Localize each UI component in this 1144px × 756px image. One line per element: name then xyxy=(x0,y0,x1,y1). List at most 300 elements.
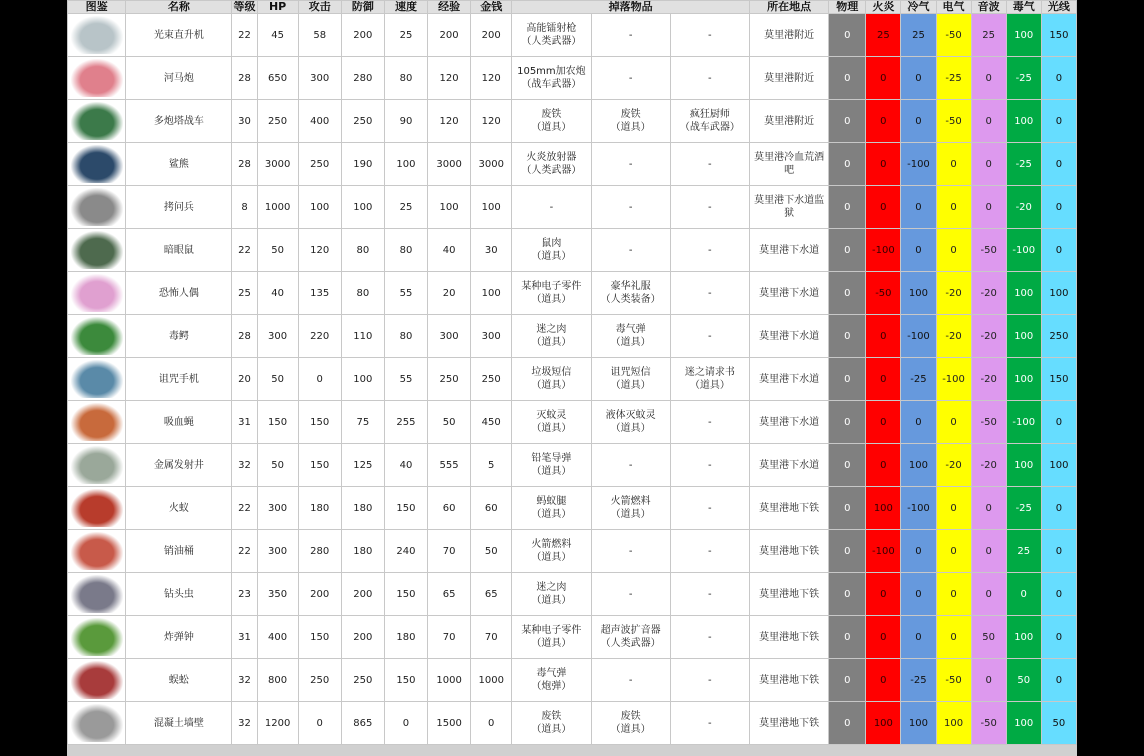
monster-sprite-cell xyxy=(68,616,125,658)
drop-2-text: - xyxy=(628,459,633,471)
header-name: 名称 xyxy=(126,1,231,13)
resist-fire: -50 xyxy=(866,272,900,314)
resist-electric: -20 xyxy=(937,315,971,357)
monster-drop-2 xyxy=(592,57,670,99)
header-attack: 攻击 xyxy=(299,1,341,13)
monster-hp: 400 xyxy=(258,616,298,658)
turret-tank-sprite-icon xyxy=(71,102,123,140)
resist-electric: 0 xyxy=(937,573,971,615)
table-row xyxy=(68,100,1076,142)
monster-drop-2 xyxy=(592,573,670,615)
monster-attack: 400 xyxy=(299,100,341,142)
monster-drop-1 xyxy=(512,186,590,228)
header-gold: 金钱 xyxy=(471,1,511,13)
monster-drop-1 xyxy=(512,444,590,486)
monster-hp: 300 xyxy=(258,315,298,357)
monster-hp: 1200 xyxy=(258,702,298,744)
resist-electric: -25 xyxy=(937,57,971,99)
monster-drop-2 xyxy=(592,100,670,142)
monster-drop-3 xyxy=(671,573,749,615)
monster-sprite-cell xyxy=(68,272,125,314)
monster-name: 鲨熊 xyxy=(126,143,231,185)
monster-location: 莫里港下水道 xyxy=(750,315,828,357)
resist-physical: 0 xyxy=(829,659,865,701)
monster-drop-2 xyxy=(592,702,670,744)
monster-drop-2 xyxy=(592,315,670,357)
resist-sonic: 0 xyxy=(972,186,1006,228)
monster-gold: 30 xyxy=(471,229,511,271)
monster-level: 22 xyxy=(232,229,256,271)
monster-hp: 150 xyxy=(258,401,298,443)
table-row xyxy=(68,444,1076,486)
monster-drop-1 xyxy=(512,358,590,400)
monster-location: 莫里港地下铁 xyxy=(750,530,828,572)
monster-drop-3 xyxy=(671,487,749,529)
resist-electric: 0 xyxy=(937,229,971,271)
monster-location: 莫里港地下铁 xyxy=(750,487,828,529)
resist-poison: 25 xyxy=(1007,530,1041,572)
resist-cold: -25 xyxy=(901,659,935,701)
resist-electric: -20 xyxy=(937,444,971,486)
monster-sprite-cell xyxy=(68,487,125,529)
monster-attack: 135 xyxy=(299,272,341,314)
table-row xyxy=(68,573,1076,615)
resist-fire: 0 xyxy=(866,57,900,99)
monster-level: 31 xyxy=(232,401,256,443)
resist-electric: -20 xyxy=(937,272,971,314)
table-row xyxy=(68,659,1076,701)
monster-gold: 120 xyxy=(471,100,511,142)
drop-1-text: 毒气弹 （炮弹） xyxy=(531,668,572,692)
header-physical: 物理 xyxy=(829,1,865,13)
resist-sonic: -20 xyxy=(972,272,1006,314)
monster-speed: 240 xyxy=(385,530,427,572)
monster-name: 蜈蚣 xyxy=(126,659,231,701)
resist-cold: -25 xyxy=(901,358,935,400)
monster-hp: 800 xyxy=(258,659,298,701)
monster-level: 23 xyxy=(232,573,256,615)
monster-defense: 80 xyxy=(342,229,384,271)
monster-attack: 58 xyxy=(299,14,341,56)
drop-3-text: - xyxy=(708,502,712,514)
monster-drop-1 xyxy=(512,487,590,529)
monster-drop-1 xyxy=(512,659,590,701)
monster-location: 莫里港下水道 xyxy=(750,272,828,314)
drop-3-text: - xyxy=(708,201,712,213)
monster-hp: 300 xyxy=(258,530,298,572)
monster-drop-3 xyxy=(671,401,749,443)
table-row xyxy=(68,530,1076,572)
monster-gold: 50 xyxy=(471,530,511,572)
monster-hp: 40 xyxy=(258,272,298,314)
resist-sonic: 50 xyxy=(972,616,1006,658)
header-speed: 速度 xyxy=(385,1,427,13)
mosquito-sprite-icon xyxy=(71,403,123,441)
monster-drop-1 xyxy=(512,57,590,99)
monster-defense: 100 xyxy=(342,186,384,228)
centipede-sprite-icon xyxy=(71,661,123,699)
resist-sonic: 0 xyxy=(972,57,1006,99)
resist-sonic: -20 xyxy=(972,444,1006,486)
drop-2-text: - xyxy=(628,201,633,213)
header-hp: HP xyxy=(258,1,298,13)
resist-sonic: -50 xyxy=(972,229,1006,271)
resist-poison: 0 xyxy=(1007,573,1041,615)
drop-1-text: 废铁 （道具） xyxy=(531,109,572,133)
resist-physical: 0 xyxy=(829,616,865,658)
resist-light: 0 xyxy=(1042,229,1076,271)
monster-level: 28 xyxy=(232,57,256,99)
resist-poison: 100 xyxy=(1007,616,1041,658)
monster-drop-3 xyxy=(671,143,749,185)
monster-defense: 250 xyxy=(342,100,384,142)
monster-gold: 5 xyxy=(471,444,511,486)
monster-attack: 250 xyxy=(299,143,341,185)
resist-sonic: -50 xyxy=(972,702,1006,744)
monster-exp: 60 xyxy=(428,487,470,529)
drill-worm-sprite-icon xyxy=(71,575,123,613)
monster-name: 金属发射井 xyxy=(126,444,231,486)
resist-electric: 0 xyxy=(937,487,971,529)
monster-drop-2 xyxy=(592,487,670,529)
drop-2-text: 豪华礼服 （人类装备） xyxy=(600,281,661,305)
resist-light: 0 xyxy=(1042,186,1076,228)
resist-cold: -100 xyxy=(901,143,935,185)
monster-attack: 150 xyxy=(299,444,341,486)
drop-2-text: - xyxy=(628,588,633,600)
resist-cold: 0 xyxy=(901,57,935,99)
monster-gold: 100 xyxy=(471,272,511,314)
resist-fire: 0 xyxy=(866,616,900,658)
resist-fire: 0 xyxy=(866,358,900,400)
launcher-sprite-icon xyxy=(71,446,123,484)
resist-light: 100 xyxy=(1042,444,1076,486)
monster-drop-2 xyxy=(592,659,670,701)
resist-cold: 0 xyxy=(901,100,935,142)
drop-2-text: - xyxy=(628,674,633,686)
resist-cold: -100 xyxy=(901,487,935,529)
monster-drop-3 xyxy=(671,358,749,400)
drop-1-text: 火箭燃料 （道具） xyxy=(531,539,572,563)
monster-attack: 220 xyxy=(299,315,341,357)
monster-exp: 20 xyxy=(428,272,470,314)
resist-electric: -50 xyxy=(937,100,971,142)
monster-speed: 55 xyxy=(385,358,427,400)
drop-1-text: 105mm加农炮 （战车武器） xyxy=(517,66,586,90)
monster-drop-1 xyxy=(512,143,590,185)
resist-poison: -20 xyxy=(1007,186,1041,228)
monster-attack: 180 xyxy=(299,487,341,529)
monster-exp: 70 xyxy=(428,530,470,572)
monster-location: 莫里港下水道监狱 xyxy=(750,186,828,228)
ant-sprite-icon xyxy=(71,489,123,527)
header-drops: 掉落物品 xyxy=(512,1,749,13)
drop-3-text: - xyxy=(708,674,712,686)
monster-table-body xyxy=(68,14,1076,744)
monster-exp: 65 xyxy=(428,573,470,615)
drop-1-text: 迷之肉 （道具） xyxy=(531,582,572,606)
drop-3-text: - xyxy=(708,330,712,342)
monster-drop-2 xyxy=(592,444,670,486)
drop-3-text: - xyxy=(708,72,712,84)
monster-defense: 110 xyxy=(342,315,384,357)
monster-speed: 80 xyxy=(385,57,427,99)
resist-poison: 100 xyxy=(1007,272,1041,314)
drop-3-text: 疯狂厨师 （战车武器） xyxy=(679,109,740,133)
monster-gold: 0 xyxy=(471,702,511,744)
monster-drop-1 xyxy=(512,14,590,56)
resist-poison: 100 xyxy=(1007,358,1041,400)
monster-gold: 65 xyxy=(471,573,511,615)
resist-poison: 100 xyxy=(1007,702,1041,744)
monster-exp: 1500 xyxy=(428,702,470,744)
drop-3-text: - xyxy=(708,158,712,170)
monster-hp: 50 xyxy=(258,229,298,271)
resist-fire: 0 xyxy=(866,401,900,443)
monster-speed: 25 xyxy=(385,14,427,56)
monster-speed: 0 xyxy=(385,702,427,744)
resist-electric: -100 xyxy=(937,358,971,400)
monster-hp: 50 xyxy=(258,444,298,486)
header-poison: 毒气 xyxy=(1007,1,1041,13)
monster-drop-3 xyxy=(671,229,749,271)
table-row xyxy=(68,616,1076,658)
table-row xyxy=(68,229,1076,271)
monster-speed: 100 xyxy=(385,143,427,185)
monster-drop-1 xyxy=(512,530,590,572)
rat-sprite-icon xyxy=(71,231,123,269)
monster-defense: 75 xyxy=(342,401,384,443)
monster-drop-3 xyxy=(671,14,749,56)
header-level: 等级 xyxy=(233,1,256,13)
resist-cold: 25 xyxy=(901,14,935,56)
monster-location: 莫里港地下铁 xyxy=(750,702,828,744)
drop-2-text: - xyxy=(628,158,633,170)
monster-hp: 45 xyxy=(258,14,298,56)
resist-poison: 50 xyxy=(1007,659,1041,701)
monster-location: 莫里港地下铁 xyxy=(750,659,828,701)
monster-level: 22 xyxy=(232,487,256,529)
resist-physical: 0 xyxy=(829,272,865,314)
monster-attack: 100 xyxy=(299,186,341,228)
resist-electric: 0 xyxy=(937,186,971,228)
resist-light: 250 xyxy=(1042,315,1076,357)
monster-name: 销油桶 xyxy=(126,530,231,572)
drop-2-text: 废铁 （道具） xyxy=(610,109,651,133)
monster-name: 光束直升机 xyxy=(126,14,231,56)
drop-2-text: - xyxy=(628,29,633,41)
monster-drop-2 xyxy=(592,143,670,185)
monster-gold: 70 xyxy=(471,616,511,658)
monster-sprite-cell xyxy=(68,186,125,228)
resist-fire: 0 xyxy=(866,100,900,142)
monster-sprite-cell xyxy=(68,573,125,615)
monster-attack: 200 xyxy=(299,573,341,615)
monster-exp: 120 xyxy=(428,57,470,99)
drop-1-text: 灭蚊灵 （道具） xyxy=(531,410,572,434)
monster-level: 31 xyxy=(232,616,256,658)
resist-electric: 100 xyxy=(937,702,971,744)
monster-defense: 80 xyxy=(342,272,384,314)
monster-hp: 300 xyxy=(258,487,298,529)
table-row xyxy=(68,401,1076,443)
monster-location: 莫里港附近 xyxy=(750,14,828,56)
resist-fire: 100 xyxy=(866,487,900,529)
monster-exp: 3000 xyxy=(428,143,470,185)
monster-level: 28 xyxy=(232,315,256,357)
resist-physical: 0 xyxy=(829,315,865,357)
monster-name: 炸弹钟 xyxy=(126,616,231,658)
monster-sprite-cell xyxy=(68,14,125,56)
resist-light: 0 xyxy=(1042,573,1076,615)
resist-electric: -50 xyxy=(937,14,971,56)
monster-drop-3 xyxy=(671,186,749,228)
table-row xyxy=(68,487,1076,529)
drop-3-text: - xyxy=(708,545,712,557)
monster-drop-1 xyxy=(512,315,590,357)
monster-location: 莫里港地下铁 xyxy=(750,616,828,658)
monster-gold: 200 xyxy=(471,14,511,56)
monster-exp: 555 xyxy=(428,444,470,486)
monster-speed: 180 xyxy=(385,616,427,658)
monster-drop-1 xyxy=(512,616,590,658)
resist-light: 100 xyxy=(1042,272,1076,314)
drop-3-text: - xyxy=(708,631,712,643)
resist-cold: 100 xyxy=(901,702,935,744)
monster-drop-1 xyxy=(512,272,590,314)
monster-sprite-cell xyxy=(68,57,125,99)
monster-gold: 250 xyxy=(471,358,511,400)
monster-defense: 180 xyxy=(342,530,384,572)
drop-3-text: 迷之请求书 （道具） xyxy=(684,367,735,391)
doll-sprite-icon xyxy=(71,274,123,312)
monster-sprite-cell xyxy=(68,659,125,701)
resist-fire: -100 xyxy=(866,530,900,572)
hippo-cannon-sprite-icon xyxy=(71,59,123,97)
monster-sprite-cell xyxy=(68,229,125,271)
monster-level: 8 xyxy=(232,186,256,228)
table-row xyxy=(68,315,1076,357)
resist-physical: 0 xyxy=(829,530,865,572)
monster-gold: 3000 xyxy=(471,143,511,185)
monster-sprite-cell xyxy=(68,143,125,185)
monster-exp: 100 xyxy=(428,186,470,228)
soldier-sprite-icon xyxy=(71,188,123,226)
resist-light: 50 xyxy=(1042,702,1076,744)
drop-1-text: 某种电子零件 （道具） xyxy=(521,625,582,649)
header-electric: 电气 xyxy=(937,1,971,13)
resist-physical: 0 xyxy=(829,573,865,615)
resist-sonic: -20 xyxy=(972,315,1006,357)
resist-poison: -100 xyxy=(1007,401,1041,443)
drop-3-text: - xyxy=(708,588,712,600)
helicopter-sprite-icon xyxy=(71,16,123,54)
monster-drop-3 xyxy=(671,616,749,658)
monster-attack: 120 xyxy=(299,229,341,271)
monster-defense: 865 xyxy=(342,702,384,744)
resist-physical: 0 xyxy=(829,487,865,529)
monster-hp: 1000 xyxy=(258,186,298,228)
resist-sonic: 0 xyxy=(972,659,1006,701)
resist-physical: 0 xyxy=(829,229,865,271)
monster-name: 河马炮 xyxy=(126,57,231,99)
resist-sonic: 0 xyxy=(972,530,1006,572)
resist-physical: 0 xyxy=(829,100,865,142)
resist-light: 150 xyxy=(1042,14,1076,56)
resist-poison: -25 xyxy=(1007,143,1041,185)
monster-drop-1 xyxy=(512,401,590,443)
drop-2-text: - xyxy=(628,244,633,256)
resist-poison: -100 xyxy=(1007,229,1041,271)
resist-poison: 100 xyxy=(1007,444,1041,486)
monster-drop-1 xyxy=(512,229,590,271)
monster-level: 22 xyxy=(232,530,256,572)
header-exp: 经验 xyxy=(428,1,470,13)
resist-light: 0 xyxy=(1042,57,1076,99)
resist-light: 0 xyxy=(1042,530,1076,572)
drop-3-text: - xyxy=(708,717,712,729)
resist-cold: 0 xyxy=(901,573,935,615)
header-cold: 冷气 xyxy=(901,1,935,13)
monster-exp: 120 xyxy=(428,100,470,142)
table-row xyxy=(68,14,1076,56)
header-defense: 防御 xyxy=(342,1,384,13)
monster-name: 混凝土墙壁 xyxy=(126,702,231,744)
resist-fire: 100 xyxy=(866,702,900,744)
bomb-bell-sprite-icon xyxy=(71,618,123,656)
monster-name: 暗眼鼠 xyxy=(126,229,231,271)
drop-1-text: 某种电子零件 （道具） xyxy=(521,281,582,305)
monster-speed: 150 xyxy=(385,487,427,529)
monster-location: 莫里港附近 xyxy=(750,100,828,142)
table-row xyxy=(68,358,1076,400)
resist-fire: 0 xyxy=(866,143,900,185)
monster-defense: 190 xyxy=(342,143,384,185)
monster-exp: 300 xyxy=(428,315,470,357)
monster-gold: 300 xyxy=(471,315,511,357)
phone-sprite-icon xyxy=(71,360,123,398)
resist-fire: 0 xyxy=(866,573,900,615)
monster-sprite-cell xyxy=(68,401,125,443)
monster-drop-1 xyxy=(512,100,590,142)
resist-sonic: -50 xyxy=(972,401,1006,443)
monster-defense: 200 xyxy=(342,14,384,56)
resist-electric: 0 xyxy=(937,530,971,572)
monster-defense: 280 xyxy=(342,57,384,99)
monster-level: 32 xyxy=(232,444,256,486)
monster-name: 多炮塔战车 xyxy=(126,100,231,142)
header-fire: 火炎 xyxy=(866,1,900,13)
monster-defense: 250 xyxy=(342,659,384,701)
monster-drop-2 xyxy=(592,14,670,56)
monster-attack: 300 xyxy=(299,57,341,99)
drop-1-text: 蚂蚁腿 （道具） xyxy=(531,496,572,520)
header-row xyxy=(68,1,1076,13)
monster-location: 莫里港下水道 xyxy=(750,358,828,400)
monster-level: 32 xyxy=(232,702,256,744)
drop-3-text: - xyxy=(708,29,712,41)
resist-cold: 100 xyxy=(901,272,935,314)
monster-drop-3 xyxy=(671,315,749,357)
monster-speed: 150 xyxy=(385,573,427,615)
monster-level: 32 xyxy=(232,659,256,701)
monster-speed: 40 xyxy=(385,444,427,486)
drop-2-text: 毒气弹 （道具） xyxy=(610,324,651,348)
monster-gold: 60 xyxy=(471,487,511,529)
monster-gold: 450 xyxy=(471,401,511,443)
resist-cold: 0 xyxy=(901,401,935,443)
monster-speed: 25 xyxy=(385,186,427,228)
